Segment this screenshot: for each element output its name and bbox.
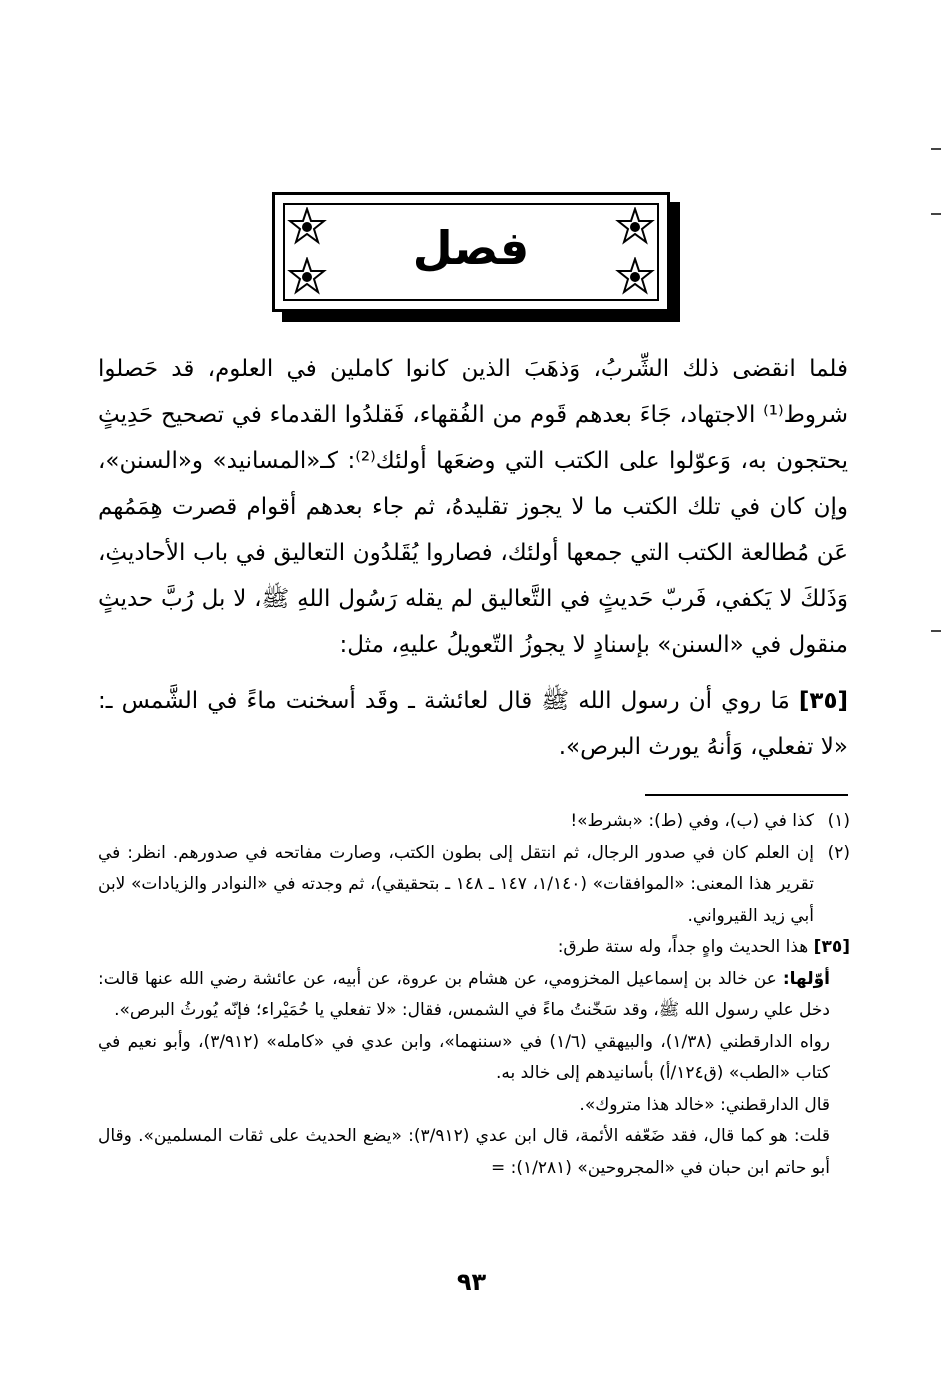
footnote-text: إن العلم كان في صدور الرجال، ثم انتقل إلى بطون الكتب، وصارت مفاتحه في صدورهم. انظر: في تقرير هذا المعنى: «الموافقات» (١/١٤٠، ١٤٧ ـ ١٤٨ ـ بتحقيقي)، ثم وجدته في «النوادر والزيادات» لابن أبي زيد القيرواني. [98,842,815,926]
note-daraqutni: قال الدارقطني: «خالد هذا متروك». [579,1094,830,1115]
first-text: عن خالد بن إسماعيل المخزومي، عن هشام بن عروة، عن أبيه، عن عائشة رضي الله عنها قالت: دخل علي رسول الله ﷺ، وقد سَخّنتُ ماءً في الشمس، فقال: «لا تفعلي يا حُمَيْراء؛ فإنّه يُورثُ البرص». [98,968,830,1020]
main-text [98,346,848,770]
note-intro: هذا الحديث واهٍ جداً، وله ستة طرق: [557,937,809,957]
note-first-path [98,964,850,1027]
frame-border [272,192,670,312]
chapter-heading-frame [272,192,680,322]
hadith-text: مَا روي أن رسول الله ﷺ قال لعائشة ـ وقَد أسخنت ماءً في الشَّمس ـ: «لا تفعلي، وَأنهُ يورث البرص». [98,688,848,760]
chapter-title: فصل [412,221,530,275]
margin-mark [931,630,941,632]
page-number: ٩٣ [456,1268,487,1296]
margin-mark [931,148,941,150]
main-paragraph: فلما انقضى ذلك الشِّربُ، وَذهَبَ الذين كانوا كاملين في العلوم، قد حَصلوا شروط⁽¹⁾ الاجتهاد، جَاءَ بعدهم قَوم من الفُقهاء، فَقلدُوا القدماء في تصحيح حَدِيثٍ يحتجون به، وَعوّلوا على الكتب التي وضعَها أولئك⁽²⁾: كـ«المسانيد» و«السنن»، وإن كان في تلك الكتب ما لا يجوز تقليدهُ، ثم جاء بعدهم أقوام قصرت هِمَمُهم عَن مُطالعة الكتب التي جمعها أولئك، فصاروا يُقَلدُون التعاليق في باب الأحاديثِ، وَذَلكَ لا يَكفي، فَربّ حَديثٍ في التَّعاليق لم يقله رَسُول اللهِ ﷺ، لا بل رُبَّ حديثٍ منقول في «السنن» بإسنادٍ لا يجوزُ التّعويلُ عليهِ، مثل: [98,356,848,658]
footnote-1 [98,806,850,838]
note-narration: رواه الدارقطني (١/٣٨)، والبيهقي (١/٦) في «سننهما»، وابن عدي في «كامله» (٣/٩١٢)، وأبو نعيم في كتاب «الطب» (ق١٢٤/أ) بأسانيدهم إلى خالد به. [98,1031,830,1083]
first-label: أوّلها: [782,968,830,989]
footnote-2 [98,838,850,933]
footnotes [98,806,850,1184]
hadith-number: [٣٥] [798,688,848,714]
note-number: [٣٥] [813,937,850,957]
footnote-marker: (١) [827,811,850,831]
hadith-paragraph [98,678,848,770]
note-35 [98,932,850,964]
footnote-text: كذا في (ب)، وفي (ط): «بشرط»! [570,811,814,831]
note-qultu: قلت: هو كما قال، فقد ضَعّفه الأئمة، قال ابن عدي (٣/٩١٢): «يضع الحديث على ثقات المسلمين». وقال أبو حاتم ابن حبان في «المجروحين» (١/٢٨١): = [98,1126,831,1178]
footnote-separator [645,794,848,796]
margin-mark [931,213,941,215]
footnote-marker: (٢) [827,842,850,863]
